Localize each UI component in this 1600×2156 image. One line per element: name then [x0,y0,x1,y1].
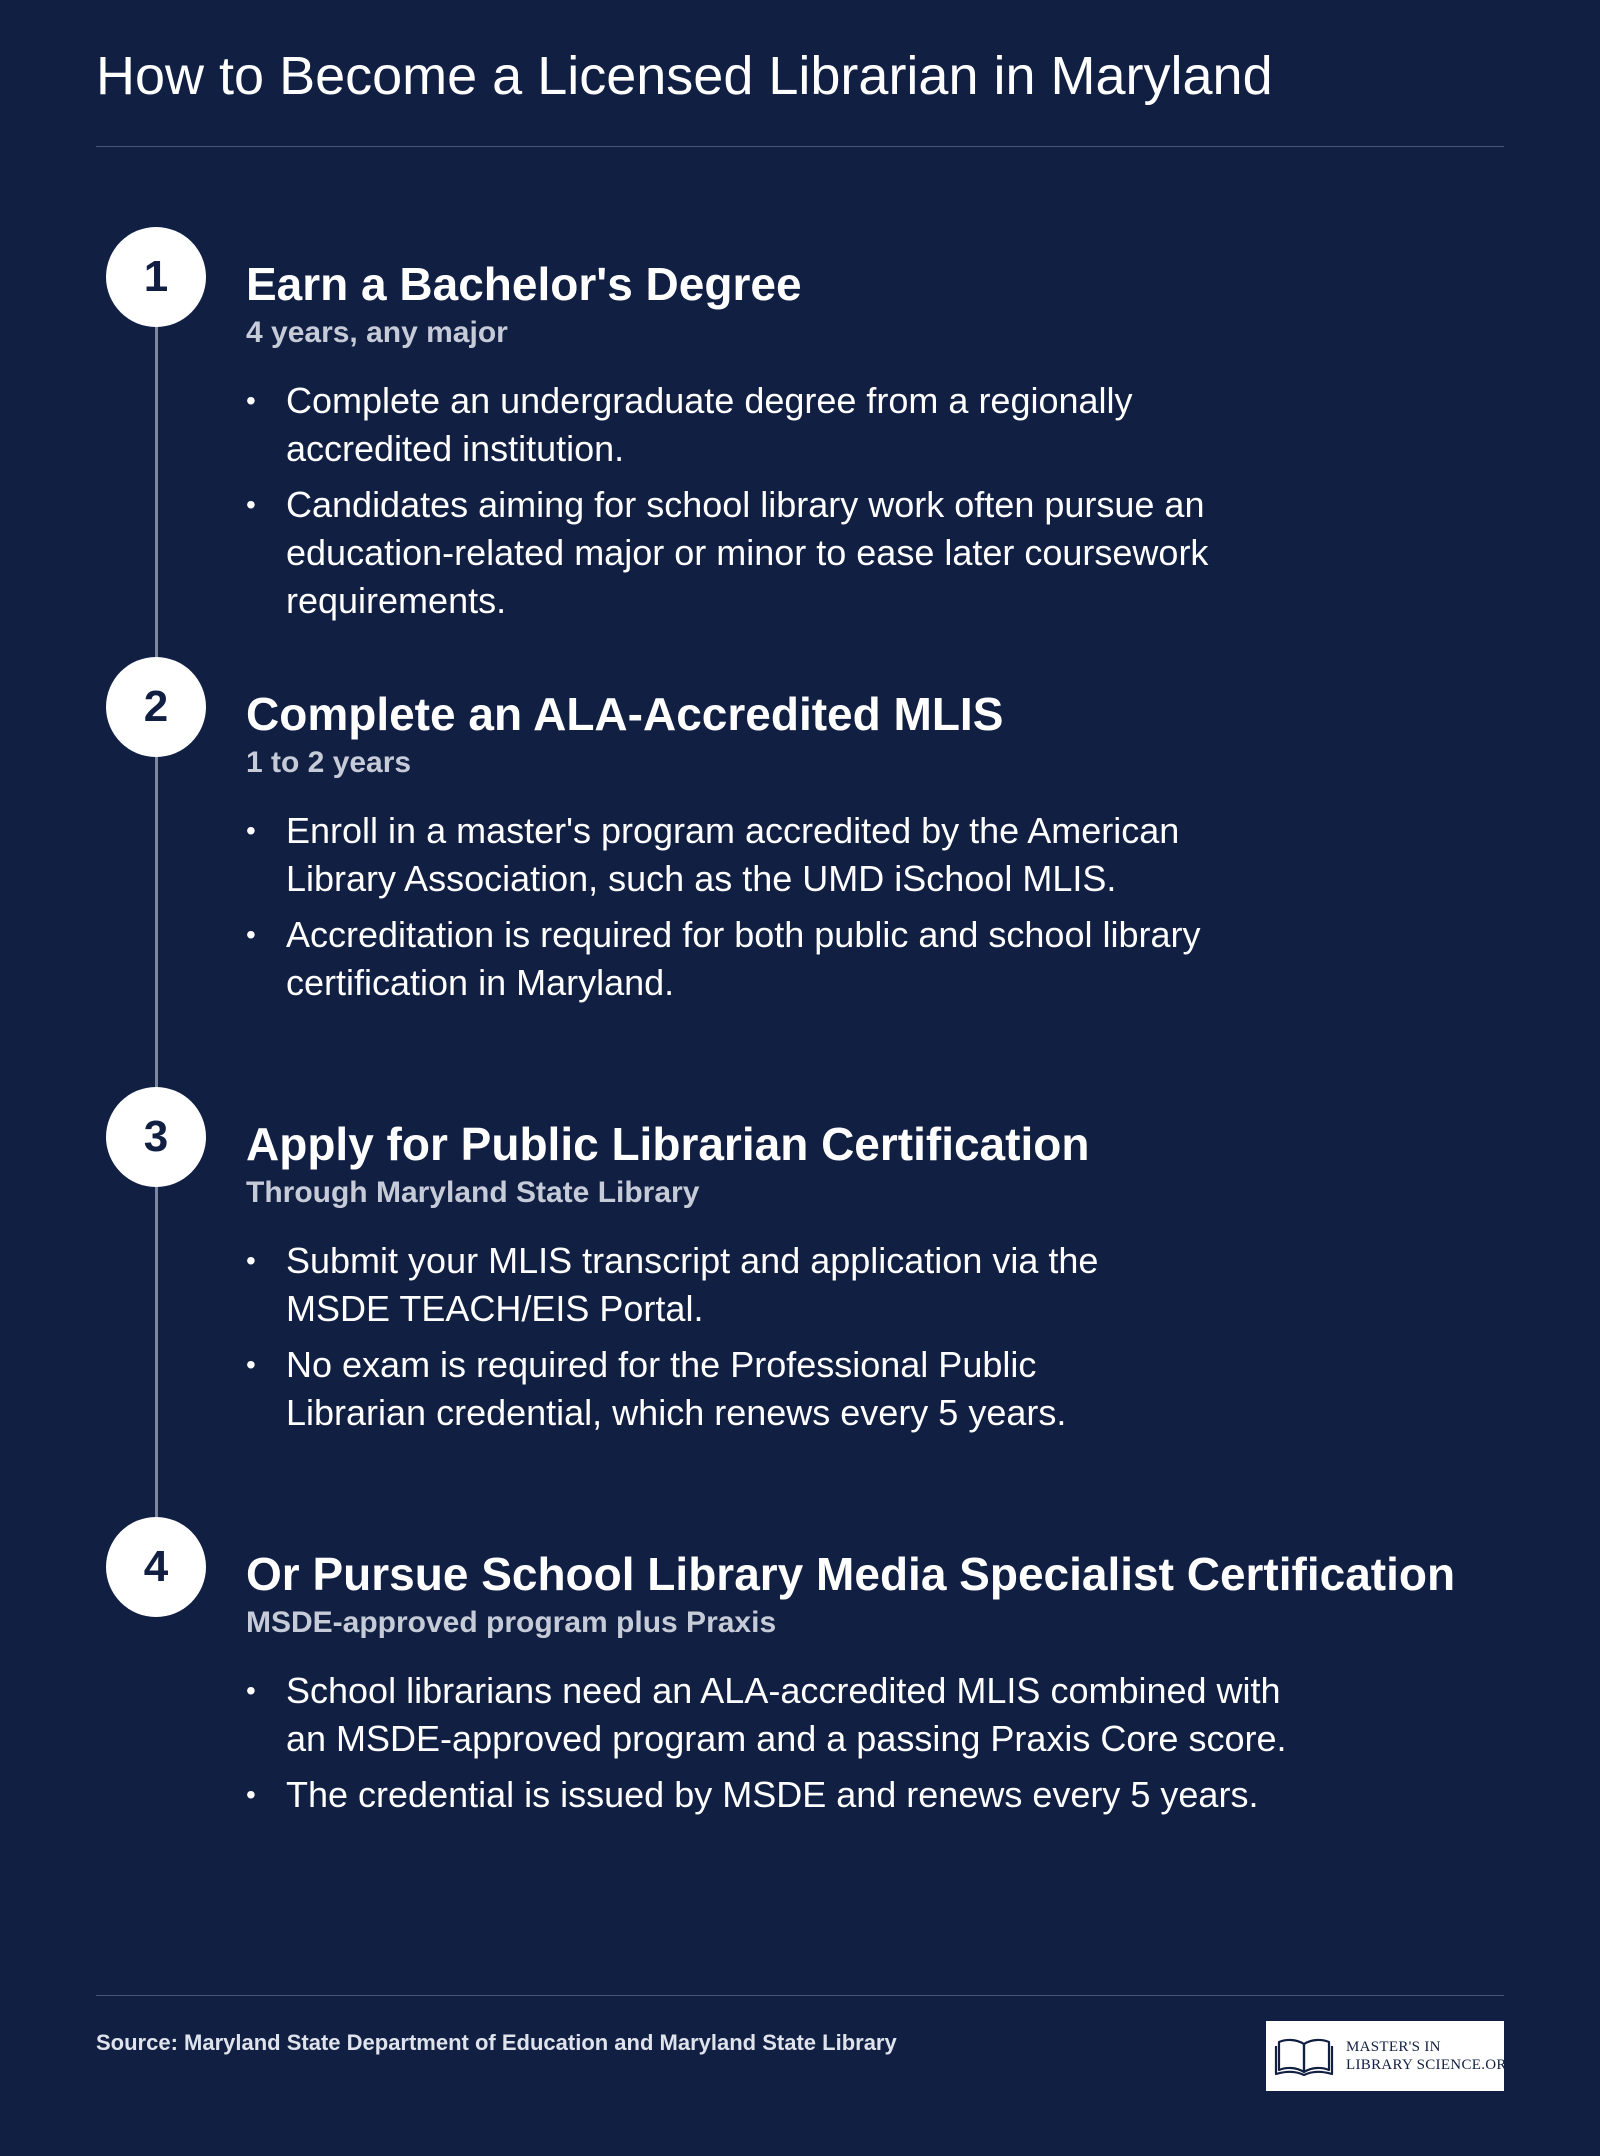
logo-line-2: LIBRARY SCIENCE.ORG [1346,2057,1518,2073]
step-title: Earn a Bachelor's Degree [246,258,802,310]
step-bullet-list [246,1237,1166,1445]
logo-line-1: MASTER'S IN [1346,2039,1441,2055]
step-number-badge: 2 [106,657,206,757]
step-bullet-list [246,377,1246,633]
step-title: Complete an ALA-Accredited MLIS [246,688,1004,740]
step-subtitle: 4 years, any major [246,316,508,349]
step-number-badge: 4 [106,1517,206,1617]
step-title: Or Pursue School Library Media Specialist Certification [246,1548,1456,1600]
step-number-badge: 1 [106,227,206,327]
step-subtitle: MSDE-approved program plus Praxis [246,1606,777,1639]
step-bullet-list [246,807,1256,1015]
step-bullet: • Accreditation is required for both public and school library certification in Maryland. [246,911,1256,1007]
step-subtitle: 1 to 2 years [246,746,412,779]
step-bullet: • Submit your MLIS transcript and application via the MSDE TEACH/EIS Portal. [246,1237,1166,1333]
logo-wordmark [1346,2038,1518,2074]
step-bullet: • No exam is required for the Professional Public Librarian credential, which renews every 5 years. [246,1341,1166,1437]
step-title: Apply for Public Librarian Certification [246,1118,1090,1170]
footer-divider [96,1995,1504,1996]
step-bullet: • Candidates aiming for school library work often pursue an education-related major or minor to ease later coursework requirements. [246,481,1246,625]
step-bullet: • Enroll in a master's program accredited by the American Library Association, such as the UMD iSchool MLIS. [246,807,1256,903]
step-subtitle: Through Maryland State Library [246,1176,700,1209]
open-book-icon [1274,2034,1334,2078]
step-bullet: • School librarians need an ALA-accredited MLIS combined with an MSDE-approved program and a passing Praxis Core score. [246,1667,1316,1763]
header-divider [96,146,1504,147]
step-bullet: • The credential is issued by MSDE and renews every 5 years. [246,1771,1316,1819]
step-number-badge: 3 [106,1087,206,1187]
step-bullet-list [246,1667,1316,1827]
step-bullet: • Complete an undergraduate degree from a regionally accredited institution. [246,377,1246,473]
source-citation: Source: Maryland State Department of Education and Maryland State Library [96,2030,897,2055]
site-logo [1266,2021,1518,2091]
page-title: How to Become a Licensed Librarian in Maryland [96,46,1273,106]
timeline-line [155,277,158,1567]
